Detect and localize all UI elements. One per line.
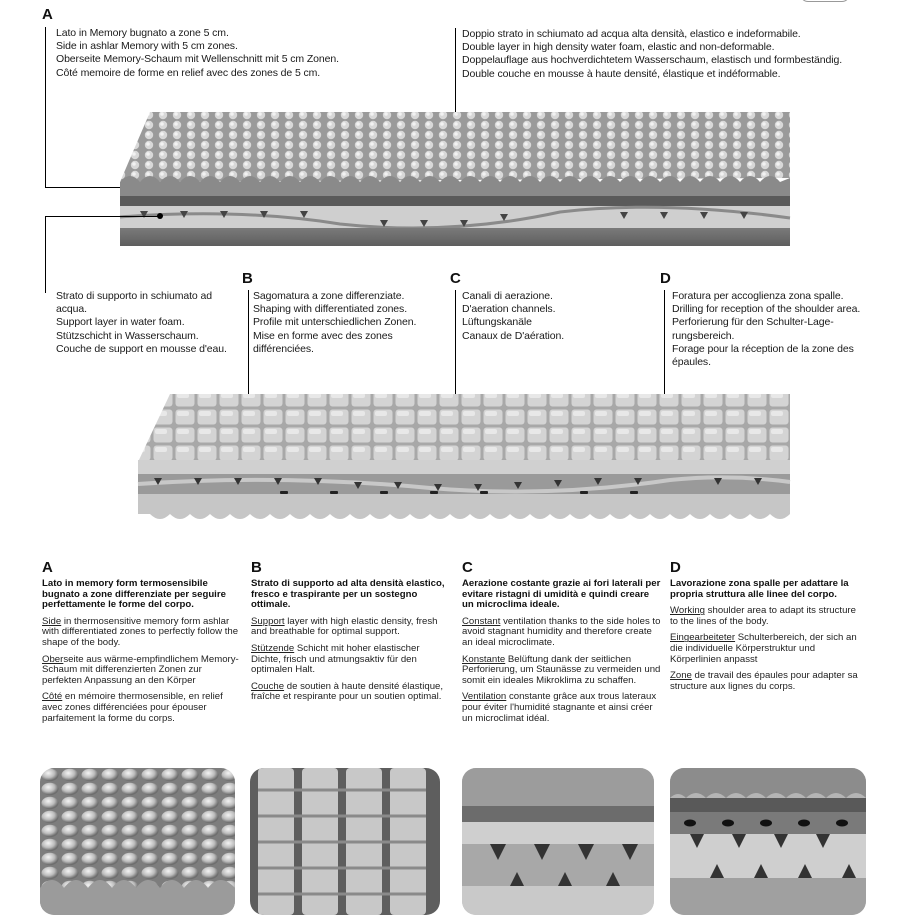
column-d-heading: Lavorazione zona spalle per adattare la propria struttura alle linee del corpo. xyxy=(670,578,849,600)
column-b-heading: Strato di supporto ad alta densità elastico, fresco e traspirante per un sostegno ottimale. xyxy=(251,578,445,611)
column-d-para-fr xyxy=(670,671,865,692)
column-b xyxy=(251,560,451,703)
column-a-heading: Lato in memory form termosensibile bugnato a zone differenziate per seguire perfettamente le forme del corpo. xyxy=(42,578,226,611)
callout-a-letter: A xyxy=(42,6,53,23)
callout-a-line-en: Side in ashlar Memory with 5 cm zones. xyxy=(56,40,238,53)
column-d-para-en-lead: Working xyxy=(670,605,706,617)
callout-b-line-de: Profile mit unterschiedlichen Zonen. xyxy=(253,316,417,329)
column-c-para-fr-text: constante grâce aux trous lateraux pour éviter l'humidité stagnante et ainsi créer un microclimat idéal. xyxy=(462,691,657,724)
column-b-para-fr xyxy=(251,682,451,703)
callout-d-line-fr1: Forage pour la réception de la zone des xyxy=(672,342,854,355)
mattress-top-illustration xyxy=(100,100,800,255)
callout-c-line-it: Canali di aerazione. xyxy=(462,290,553,302)
column-a-para-en-lead: Side xyxy=(42,615,62,627)
column-c-para-de xyxy=(462,655,662,687)
column-c-para-en-text: ventilation thanks to the side holes to avoid stagnant humidity and therefore create an ideal microclimate. xyxy=(462,615,661,648)
column-b-para-en-text: layer with high elastic density, fresh and breathable for optimal support. xyxy=(251,615,438,638)
column-c-para-en-lead: Constant xyxy=(462,615,501,627)
column-a-para-fr-lead: Côté xyxy=(42,691,63,703)
column-b-para-de-text: Schicht mit hoher elastischer Dichte, frisch und atmungsaktiv für den optimalen Halt. xyxy=(251,642,420,676)
support-line-fr: Couche de support en mousse d'eau. xyxy=(56,342,227,355)
callout-d-text xyxy=(672,290,860,369)
support-dot xyxy=(157,213,163,219)
column-b-para-en-lead: Support xyxy=(251,615,285,627)
column-d-para-en-text: shoulder area to adapt its structure to the lines of the body. xyxy=(670,605,856,627)
callout-c-text xyxy=(462,290,564,343)
column-d-para-fr-text: de travail des épaules pour adapter sa structure aux lignes du corps. xyxy=(670,670,858,692)
photo-c-aeration-channels xyxy=(462,768,654,915)
callout-d-line-en: Drilling for reception of the shoulder area. xyxy=(672,303,861,316)
column-c xyxy=(462,560,662,724)
callout-c-line-fr: Canaux de D'aération. xyxy=(462,329,565,342)
support-leader-h xyxy=(45,216,161,217)
support-line-en: Support layer in water foam. xyxy=(56,316,185,329)
column-c-para-en xyxy=(462,617,662,649)
column-a-letter: A xyxy=(42,559,53,576)
callout-b-line-fr2: différenciées. xyxy=(253,342,314,355)
callout-a-line-de: Oberseite Memory-Schaum mit Wellenschnitt mit 5 cm Zonen. xyxy=(56,53,339,66)
column-a-para-fr-text: en mémoire thermosensible, en relief avec zones différenciées pour épouser parfaitement la forme du corps. xyxy=(42,691,223,724)
column-b-letter: B xyxy=(251,559,262,576)
column-c-letter: C xyxy=(462,559,473,576)
column-a-para-en-text: in thermosensitive memory form ashlar with differentiated zones to perfectly follow the shape of the body. xyxy=(42,615,239,648)
column-b-para-fr-lead: Couche xyxy=(251,680,285,692)
support-line-1: Strato di supporto in schiumato ad xyxy=(56,290,212,302)
column-c-para-de-lead: Konstante xyxy=(462,653,506,665)
support-leader xyxy=(45,217,46,293)
callout-support-text xyxy=(56,290,227,356)
column-c-heading: Aerazione costante grazie ai fori laterali per evitare ristagni di umidità e quindi creare un microclima ideale. xyxy=(462,578,661,611)
block-profile-surface xyxy=(138,394,790,462)
support-line-2: acqua. xyxy=(56,303,87,316)
column-b-para-de xyxy=(251,644,451,676)
callout-d-letter: D xyxy=(660,270,671,287)
callout-b-line-en: Shaping with differentiated zones. xyxy=(253,303,408,316)
column-a-para-de-text: seite aus wärme-empfindlichem Memory-Schaum mit differenzierten Zonen zur perfekten Anpassung an den Körper xyxy=(42,653,239,686)
callout-b-line-fr1: Mise en forme avec des zones xyxy=(253,329,393,342)
photo-b-block-profile xyxy=(250,768,440,915)
callout-b-line-it: Sagomatura a zone differenziate. xyxy=(253,290,405,302)
page-corner-frame xyxy=(800,0,850,2)
column-a xyxy=(42,560,242,724)
double-layer-line-it: Doppio strato in schiumato ad acqua alta densità, elastico e indeformabile. xyxy=(462,28,801,40)
column-c-para-fr xyxy=(462,692,662,724)
callout-d-line-it: Foratura per accoglienza zona spalle. xyxy=(672,290,844,302)
column-c-para-fr-lead: Ventilation xyxy=(462,691,507,703)
mattress-middle-illustration xyxy=(130,390,800,530)
photo-a-egg-crate xyxy=(40,768,235,915)
callout-c-letter: C xyxy=(450,270,461,287)
column-d-para-de xyxy=(670,633,865,665)
callout-b-letter: B xyxy=(242,270,253,287)
column-a-para-en xyxy=(42,617,242,649)
callout-double-layer-text xyxy=(462,28,842,81)
column-a-para-fr xyxy=(42,692,242,724)
egg-crate-surface xyxy=(120,112,790,182)
callout-d-line-de2: rungsbereich. xyxy=(672,329,735,342)
callout-a-leader xyxy=(45,27,46,188)
column-c-para-de-text: Belüftung dank der seitlichen Perforierung, um Staunässe zu vermeiden und somit ein ideales Mikroklima zu schaffen. xyxy=(462,653,661,686)
column-b-para-de-lead: Stützende xyxy=(251,642,295,654)
double-layer-line-de: Doppelauflage aus hochverdichtetem Wasserschaum, elastisch und formbeständig. xyxy=(462,54,843,67)
callout-a-line-fr: Côté memoire de forme en relief avec des zones de 5 cm. xyxy=(56,66,321,79)
column-d xyxy=(670,560,865,692)
column-d-para-de-lead: Eingearbeiteter xyxy=(670,632,736,644)
callout-a-text xyxy=(56,27,339,80)
column-a-para-de-lead: Ober xyxy=(42,653,64,665)
column-d-para-de-text: Schulterbereich, der sich an die individuelle Körperstruktur und Körperlinien anpasst xyxy=(670,632,857,665)
column-b-para-fr-text: de soutien à haute densité élastique, fraîche et respirante pour un soutien optimal. xyxy=(251,680,444,703)
callout-c-line-en: D'aeration channels. xyxy=(462,303,556,316)
double-layer-line-en: Double layer in high density water foam, elastic and non-deformable. xyxy=(462,41,775,54)
callout-c-line-de: Lüftungskanäle xyxy=(462,316,532,329)
support-line-de: Stützschicht in Wasserschaum. xyxy=(56,329,199,342)
column-d-letter: D xyxy=(670,559,681,576)
column-d-para-fr-lead: Zone xyxy=(670,670,692,682)
callout-d-line-de1: Perforierung für den Schulter-Lage- xyxy=(672,316,834,329)
column-b-para-en xyxy=(251,617,451,638)
callout-b-text xyxy=(253,290,416,356)
column-a-para-de xyxy=(42,655,242,687)
callout-d-line-fr2: épaules. xyxy=(672,356,711,369)
callout-a-line-it: Lato in Memory bugnato a zone 5 cm. xyxy=(56,27,229,39)
column-d-para-en xyxy=(670,606,865,627)
double-layer-line-fr: Double couche en mousse à haute densité, élastique et indéformable. xyxy=(462,67,781,80)
photo-d-shoulder-drilling xyxy=(670,768,866,915)
